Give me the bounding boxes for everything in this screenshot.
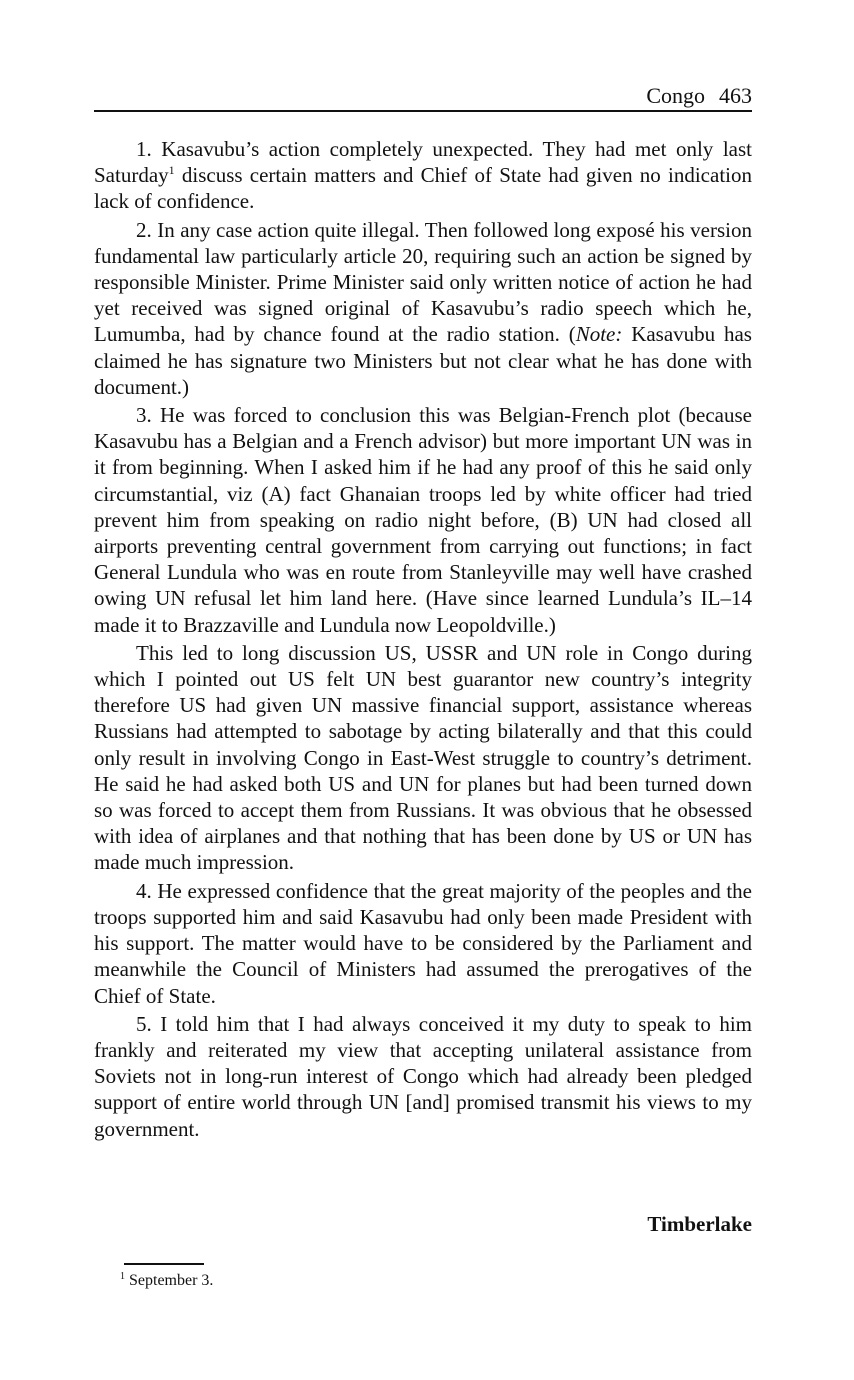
page-number: 463	[719, 83, 752, 108]
footnote-rule	[124, 1263, 204, 1265]
paragraph-4: This led to long discussion US, USSR and UN role in Congo during which I pointed out US felt UN best guarantor new country’s integrity therefore US had given UN massive financial support, assistance whereas Russians had attempted to sabotage by acting bilaterally and that this could only result in involving Congo in East-West struggle to country’s detriment. He said he had asked both US and UN for planes but had been turned down so was forced to accept them from Russians. It was obvious that he obsessed with idea of airplanes and that nothing that has been done by US or UN has made much impression.	[94, 640, 752, 875]
document-body	[94, 136, 752, 1144]
paragraph-6: 5. I told him that I had always conceived it my duty to speak to him frankly and reiterated my view that accepting unilateral assistance from Soviets not in long-run interest of Congo which had already been pledged support of entire world through UN [and] promised transmit his views to my government.	[94, 1011, 752, 1141]
note-label: Note:	[575, 322, 623, 347]
signature: Timberlake	[647, 1212, 752, 1236]
paragraph-1: 1. Kasavubu’s action completely unexpected. They had met only last Saturday$^1$ discuss certain matters and Chief of State had given no indication lack of confidence.	[94, 137, 752, 214]
footnote-text: September 3.	[129, 1272, 214, 1289]
paragraph-2: 2. In any case action quite illegal. Then followed long exposé his version fundamental law particularly article 20, requiring such an action be signed by responsible Minister. Prime Minister said only written notice of action he had yet received was signed original of Kasavubu’s radio speech which he, Lumumba, had by chance found at the radio station. (Note: Kasavubu has claimed he has signature two Ministers but not clear what he has done with document.)	[94, 217, 752, 399]
running-head	[94, 84, 752, 112]
paragraph-3: 3. He was forced to conclusion this was Belgian-French plot (because Kasavubu has a Belgian and a French advisor) but more important UN was in it from beginning. When I asked him if he had any proof of this he said only circumstantial, viz (A) fact Ghanaian troops led by white officer had tried prevent him from speaking on radio night before, (B) UN had closed all airports preventing central government from carrying out functions; in fact General Lundula who was en route from Stanleyville may well have crashed owing UN refusal let him land here. (Have since learned Lundula’s IL–14 made it to Brazzaville and Lundula now Leopoldville.)	[94, 403, 752, 637]
running-head-text	[646, 84, 752, 108]
footnote-number: 1	[120, 1270, 125, 1282]
footnote	[120, 1270, 213, 1292]
section-title: Congo	[646, 83, 705, 108]
footnote-reference: 1	[168, 163, 175, 178]
paragraph-5: 4. He expressed confidence that the great majority of the peoples and the troops supported him and said Kasavubu had only been made President with his support. The matter would have to be considered by the Parliament and meanwhile the Council of Ministers had assumed the prerogatives of the Chief of State.	[94, 878, 752, 1008]
